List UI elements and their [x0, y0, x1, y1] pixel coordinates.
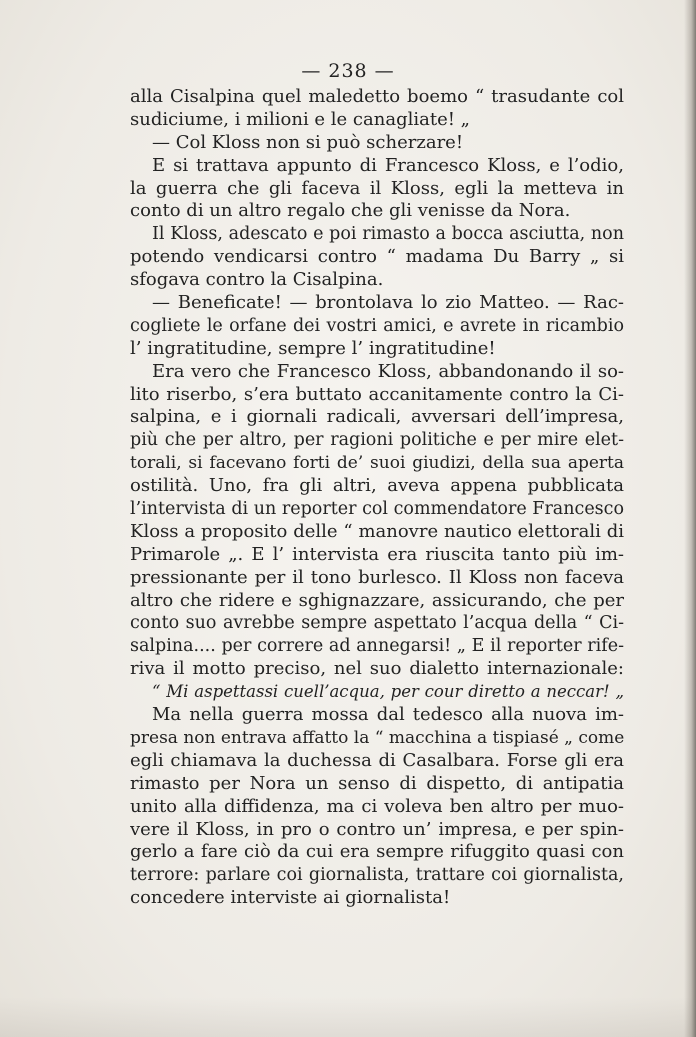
text-line: rimasto per Nora un senso di dispetto, di antipatia [130, 772, 624, 794]
text-line: egli chiamava la duchessa di Casalbara. Forse gli era [130, 749, 624, 771]
text-line: vere il Kloss, in pro o contro un’ impresa, e per spin- [130, 818, 624, 840]
text-line: conto di un altro regalo che gli venisse da Nora. [130, 200, 571, 222]
text-line: torali, si facevano forti de’ suoi giudizi, della sua aperta [130, 453, 624, 474]
text-line: gerlo a fare ciò da cui era sempre rifuggito quasi con [130, 841, 624, 863]
text-line: Ma nella guerra mossa dal tedesco alla nuova im- [152, 704, 624, 726]
text-line: alla Cisalpina quel maledetto boemo “ trasudante col [130, 86, 624, 107]
text-line: l’ ingratitudine, sempre l’ ingratitudine! [130, 337, 496, 359]
text-line: presa non entrava affatto la “ macchina a tispiasé „ come [130, 727, 624, 748]
text-line: potendo vendicarsi contro “ madama Du Barry „ si [130, 246, 624, 268]
body-text [130, 86, 624, 910]
text-line: l’intervista di un reporter col commendatore Francesco [130, 499, 624, 520]
text-line: concedere interviste ai giornalista! [130, 887, 451, 909]
text-line: — Beneficate! — brontolava lo zio Matteo. — Rac- [152, 292, 624, 314]
text-line: Era vero che Francesco Kloss, abbandonando il so- [152, 360, 624, 382]
text-line: unito alla diffidenza, ma ci voleva ben altro per muo- [130, 795, 624, 817]
text-line: Kloss a proposito delle “ manovre nautico elettorali di [130, 520, 624, 542]
text-line: ostilità. Uno, fra gli altri, aveva appena pubblicata [130, 475, 624, 497]
text-line: Il Kloss, adescato e poi rimasto a bocca asciutta, non [152, 224, 624, 245]
page-bottom-shade [0, 997, 696, 1037]
text-line: altro che ridere e sghignazzare, assicurando, che per [130, 589, 624, 611]
text-line: Primarole „. E l’ intervista era riuscita tanto più im- [130, 543, 624, 565]
text-line: più che per altro, per ragioni politiche e per mire elet- [130, 430, 624, 451]
text-line: cogliete le orfane dei vostri amici, e avrete in ricambio [130, 315, 624, 336]
page-edge-shadow [684, 0, 696, 1037]
page-number: — 238 — [301, 60, 395, 82]
text-line: — Col Kloss non si può scherzare! [152, 131, 464, 153]
text-line: conto suo avrebbe sempre aspettato l’acqua della “ Ci- [130, 613, 624, 634]
text-line: terrore: parlare coi giornalista, trattare coi giornalista, [130, 865, 624, 886]
text-line: sudiciume, i milioni e le canagliate! „ [130, 108, 471, 130]
text-line: la guerra che gli faceva il Kloss, egli la metteva in [130, 177, 624, 199]
text-line: salpina, e i giornali radicali, avversari dell’impresa, [130, 406, 624, 428]
text-line: “ Mi aspettassi cuell’acqua, per cour diretto a neccar! „ [152, 682, 624, 702]
text-line: salpina.... per correre ad annegarsi! „ E il reporter rife- [130, 636, 624, 657]
text-line: lito riserbo, s’era buttato accanitamente contro la Ci- [130, 383, 624, 405]
text-line: sfogava contro la Cisalpina. [130, 269, 384, 291]
text-line: E si trattava appunto di Francesco Kloss, e l’odio, [152, 154, 624, 176]
text-line: riva il motto preciso, nel suo dialetto internazionale: [130, 658, 624, 680]
text-line: pressionante per il tono burlesco. Il Kloss non faceva [130, 566, 624, 588]
